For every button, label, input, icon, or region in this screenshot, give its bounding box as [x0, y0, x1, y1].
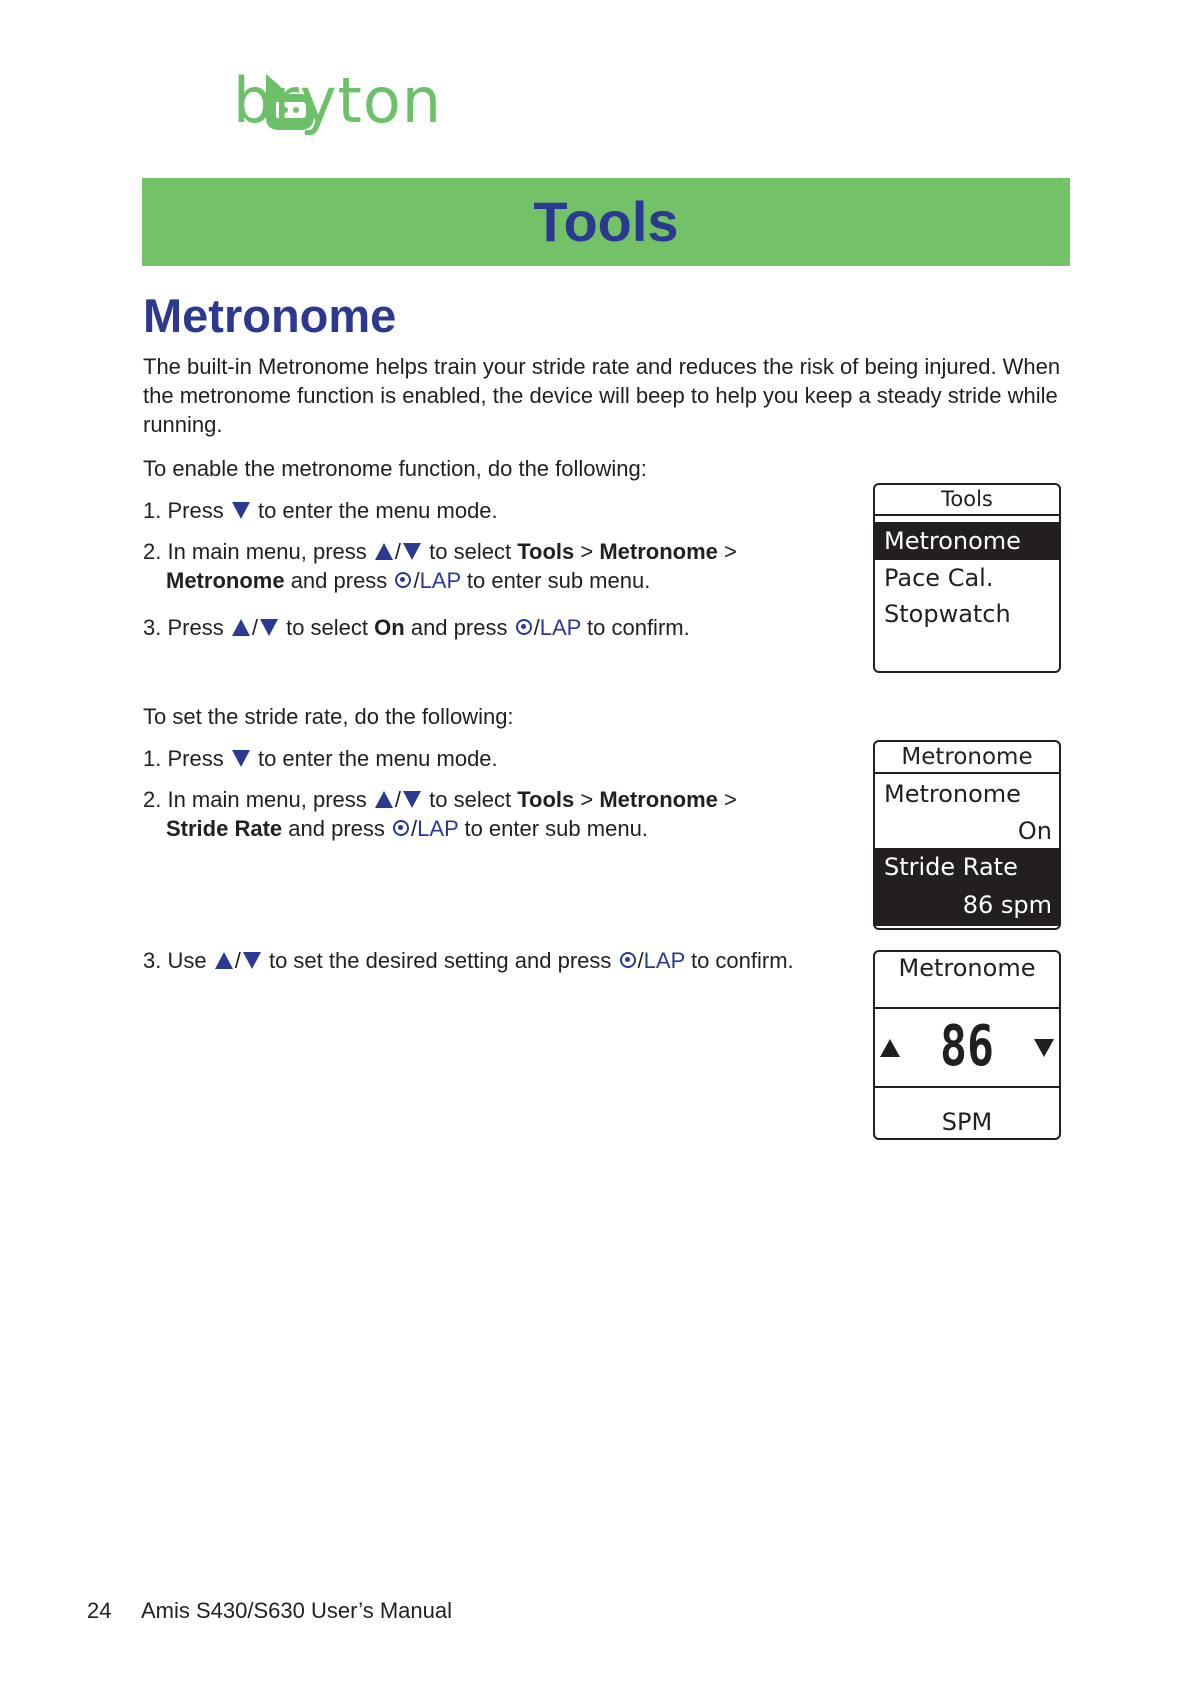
- footer-manual-title: Amis S430/S630 User’s Manual: [141, 1598, 453, 1623]
- setting-label-stride-rate: Stride Rate: [875, 848, 1059, 886]
- menu-item-pace-cal: Pace Cal.: [884, 564, 994, 592]
- intro-paragraph: The built-in Metronome helps train your stride rate and reduces the risk of being injured. When the metronome function is enabled, the device will beep to help you keep a steady stride while running.: [143, 354, 1061, 437]
- down-arrow-icon: [232, 750, 250, 767]
- stride-rate-unit: SPM: [941, 1108, 993, 1136]
- stride-rate-value: 86: [940, 1014, 994, 1079]
- up-arrow-icon: [375, 543, 393, 560]
- ok-button-icon: [395, 572, 411, 588]
- page-number: 24: [87, 1598, 112, 1623]
- device-screen-metronome: [873, 740, 1061, 930]
- setting-value-metronome: On: [1017, 817, 1052, 845]
- device-screen-stride-rate: [873, 950, 1061, 1140]
- screen-header: Tools: [875, 485, 1059, 516]
- down-arrow-icon: [232, 502, 250, 519]
- enable-step-3: 3. Press / to select On and press /LAP to confirm.: [143, 615, 690, 640]
- setting-label-metronome: Metronome: [884, 780, 1021, 808]
- chapter-title: Tools: [533, 190, 679, 253]
- screen-header: Metronome: [875, 742, 1059, 774]
- menu-item-metronome: Metronome: [875, 522, 1059, 560]
- up-arrow-icon: [375, 791, 393, 808]
- device-screen-tools: [873, 483, 1061, 673]
- enable-step-1: 1. Press to enter the menu mode.: [143, 498, 498, 523]
- down-arrow-icon: [403, 543, 421, 560]
- down-arrow-icon: [260, 619, 278, 636]
- section-title: Metronome: [143, 289, 397, 342]
- stride-heading: To set the stride rate, do the following:: [143, 704, 514, 729]
- stride-step-2: 2. In main menu, press / to select Tools > Metronome > Stride Rate and press /LAP to enter sub menu.: [143, 787, 737, 841]
- stride-step-1: 1. Press to enter the menu mode.: [143, 746, 498, 771]
- decrease-arrow-icon: [1034, 1039, 1054, 1057]
- down-arrow-icon: [403, 791, 421, 808]
- setting-value-stride-rate: 86 spm: [875, 886, 1059, 926]
- up-arrow-icon: [215, 952, 233, 969]
- up-arrow-icon: [232, 619, 250, 636]
- enable-step-2: 2. In main menu, press / to select Tools > Metronome > Metronome and press /LAP to enter sub menu.: [143, 539, 737, 593]
- down-arrow-icon: [243, 952, 261, 969]
- chapter-banner: [142, 178, 1070, 266]
- enable-heading: To enable the metronome function, do the following:: [143, 456, 647, 481]
- ok-button-icon: [393, 820, 409, 836]
- stride-step-3: 3. Use / to set the desired setting and press /LAP to confirm.: [143, 948, 794, 973]
- menu-item-stopwatch: Stopwatch: [884, 600, 1011, 628]
- screen-header: Metronome: [875, 952, 1059, 1009]
- ok-button-icon: [620, 952, 636, 968]
- logo-wordmark: bryton: [233, 64, 443, 137]
- ok-button-icon: [516, 619, 532, 635]
- value-selector: [875, 1009, 1059, 1088]
